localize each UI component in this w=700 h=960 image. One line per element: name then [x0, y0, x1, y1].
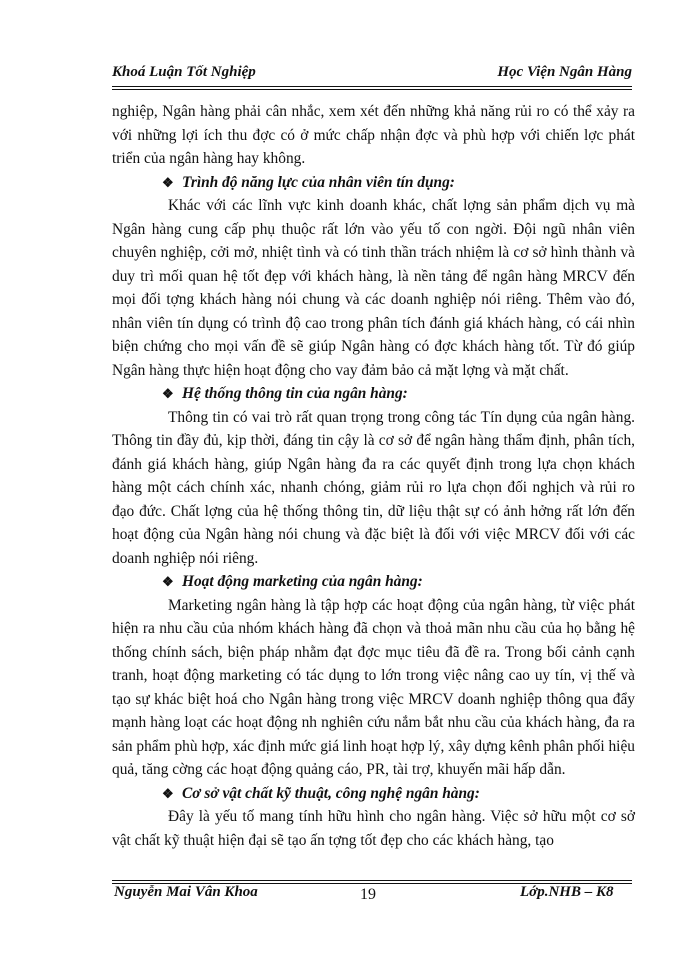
footer-author: Nguyễn Mai Vân Khoa: [114, 884, 258, 900]
page-number: 19: [360, 886, 376, 903]
paragraph-continuation: nghiệp, Ngân hàng phải cân nhắc, xem xét đến những khả năng rủi ro có thể xảy ra với những lợi ích thu đợc có ở mức chấp nhận đợc và phù hợp với chiến lợc phát triển của ngân hàng hay không.: [112, 103, 635, 167]
section-heading-information: [112, 382, 635, 406]
paragraph-staff: Khác với các lĩnh vực kinh doanh khác, chất lợng sản phẩm dịch vụ mà Ngân hàng cung cấp phụ thuộc rất lớn vào yếu tố con ngời. Đội ngũ nhân viên chuyên nghiệp, cởi mở, nhiệt tình và có tinh thần trách nhiệm là cơ sở hình thành và duy trì mối quan hệ tốt đẹp với khách hàng, là nền tảng để ngân hàng MRCV đến mọi đối tợng khách hàng nói chung và các doanh nghiệp nói riêng. Thêm vào đó, nhân viên tín dụng có trình độ cao trong phân tích đánh giá khách hàng, có cái nhìn biện chứng cho mọi vấn đề sẽ giúp Ngân hàng có đợc khách hàng tốt. Từ đó giúp Ngân hàng thực hiện hoạt động cho vay đảm bảo cả mặt lợng và mặt chất.: [112, 197, 635, 379]
paragraph-marketing: Marketing ngân hàng là tập hợp các hoạt động của ngân hàng, từ việc phát hiện ra nhu cầu của nhóm khách hàng đã chọn và thoả mãn nhu cầu của họ bằng hệ thống chính sách, biện pháp nhằm đạt đợc mục tiêu đã đề ra. Trong bối cảnh cạnh tranh, hoạt động marketing có tác dụng to lớn trong việc nâng cao uy tín, vị thế và tạo sự khác biệt hoá cho Ngân hàng trong việc MRCV doanh nghiệp thông qua đẩy mạnh hàng loạt các hoạt động nh nghiên cứu nắm bắt nhu cầu của khách hàng, đa ra sản phẩm phù hợp, xác định mức giá linh hoạt hợp lý, xây dựng kênh phân phối hiệu quả, tăng cờng các hoạt động quảng cáo, PR, tài trợ, khuyến mãi hấp dẫn.: [112, 596, 635, 778]
diamond-bullet-icon: ❖: [162, 174, 173, 190]
paragraph-information: Thông tin có vai trò rất quan trọng trong công tác Tín dụng của ngân hàng. Thông tin đầy đủ, kịp thời, đáng tin cậy là cơ sở để ngân hàng thẩm định, phân tích, đánh giá khách hàng, giúp Ngân hàng đa ra các quyết định trong lựa chọn khách hàng một cách chính xác, nhanh chóng, giảm rủi ro lựa chọn đối nghịch và rủi ro đạo đức. Chất lợng của hệ thống thông tin, dữ liệu thật sự có ảnh hởng rất lớn đến hoạt động của Ngân hàng nói chung và đặc biệt là đối với việc MRCV đối với các doanh nghiệp nói riêng.: [112, 408, 635, 567]
heading-text: Cơ sở vật chất kỹ thuật, công nghệ ngân hàng:: [182, 784, 480, 802]
header-rule: [112, 86, 632, 87]
page-header: [112, 64, 632, 86]
diamond-bullet-icon: ❖: [162, 574, 173, 589]
section-heading-marketing: [112, 570, 635, 594]
header-left-title: Khoá Luận Tốt Nghiệp: [112, 64, 256, 80]
footer-rule-thin: [112, 880, 632, 881]
footer-class: Lớp.NHB – K8: [520, 884, 614, 900]
section-heading-staff: [112, 171, 635, 195]
header-right-title: Học Viện Ngân Hàng: [497, 64, 632, 80]
section-heading-technology: [112, 782, 635, 806]
document-body: [112, 100, 635, 852]
paragraph-technology: Đây là yếu tố mang tính hữu hình cho ngân hàng. Việc sở hữu một cơ sở vật chất kỹ thuật hiện đại sẽ tạo ấn tợng tốt đẹp cho các khách hàng, tạo: [112, 808, 635, 849]
diamond-bullet-icon: ❖: [162, 785, 173, 801]
diamond-bullet-icon: ❖: [162, 386, 173, 401]
heading-text: Hoạt động marketing của ngân hàng:: [182, 573, 423, 590]
header-rule-thin: [112, 89, 632, 90]
heading-text: Hệ thống thông tin của ngân hàng:: [182, 385, 408, 402]
heading-text: Trình độ năng lực của nhân viên tín dụng:: [182, 173, 455, 191]
